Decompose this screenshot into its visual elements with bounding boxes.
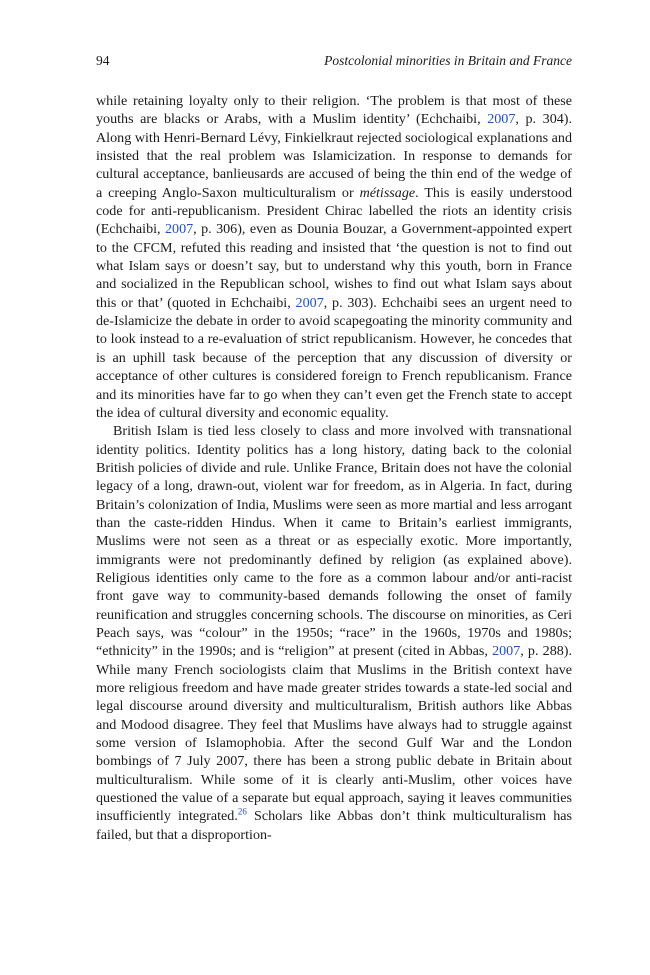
text-run: Scholars like Abbas don’t think multiculturalism has failed, but that a disproportion- — [96, 808, 572, 843]
text-run: while retaining loyalty only to their religion. ‘The problem is that most of these youths are blacks or Arabs, with a Muslim identity’ (Echchaibi, — [96, 93, 572, 128]
citation-link[interactable]: 2007 — [295, 294, 324, 311]
paragraph-1 — [96, 92, 572, 422]
text-run: , p. 288). While many French sociologists claim that Muslims in the British context have more religious freedom and have made greater strides towards a state-led social and legal discourse around diversity and multiculturalism, British authors like Abbas and Modood disagree. They feel that Muslims have always had to struggle against some version of Islamophobia. After the second Gulf War and the London bombings of 7 July 2007, there has been a strong public debate in Britain about multiculturalism. While some of it is clearly anti-Muslim, other voices have questioned the value of a separate but equal approach, saying it leaves communities insufficiently integrated. — [96, 643, 573, 825]
italic-term: métissage — [359, 184, 416, 201]
paragraph-2 — [96, 422, 572, 844]
footnote-marker[interactable]: 26 — [237, 806, 247, 817]
text-run: , p. 306), even as Dounia Bouzar, a Government-appointed expert to the CFCM, refuted this reading and insisted that ‘the question is not to find out what Islam says or doesn’t say, but to understand why this youth, born in France and socialized in the Republican school, wishes to find out what Islam says about this or that’ (quoted in Echchaibi, — [96, 221, 573, 311]
text-run: , p. 303). Echchaibi sees an urgent need to de-Islamicize the debate in order to avoid scapegoating the minority community and to look instead to a re-evaluation of strict republicanism. However, he concedes that is an uphill task because of the perception that any discussion of diversity or acceptance of other cultures is considered foreign to French republicanism. France and its minorities have far to go when they can’t even get the French state to accept the idea of cultural diversity and economic equality. — [96, 294, 572, 421]
citation-link[interactable]: 2007 — [492, 643, 521, 660]
text-run: British Islam is tied less closely to class and more involved with transnational identity politics. Identity politics has a long history, dating back to the colonial British policies of divide and rule. Unlike France, Britain does not have the colonial legacy of a long, drawn-out, violent war for freedom, as in Algeria. In fact, during Britain’s colonization of India, Muslims were seen as more martial and less arrogant than the caste-ridden Hindus. When it came to Britain’s earliest immigrants, Muslims were not seen as a threat or as especially exotic. More importantly, immigrants were not predominantly defined by religion (as explained above). Religious identities only came to the fore as a common labour and/or anti-racist front gave way to community-based demands following the onset of family reunification and struggles concerning schools. The discourse on minorities, as Ceri Peach says, was “colour” in the 1950s; “race” in the 1960s, 1970s and 1980s; “ethnicity” in the 1990s; and is “religion” at present (cited in Abbas, — [96, 423, 572, 660]
page-number: 94 — [96, 53, 110, 68]
text-run: . This is easily understood code for anti-republicanism. President Chirac labelled the riots an identity crisis (Echchaibi, — [96, 184, 572, 238]
book-page — [96, 52, 572, 844]
citation-link[interactable]: 2007 — [164, 221, 194, 238]
running-header — [96, 52, 572, 70]
text-run: , p. 304). Along with Henri-Bernard Lévy, Finkielkraut rejected sociological explanations and insisted that the real problem was Islamicization. In response to demands for cultural acceptance, banlieusards are accused of being the thin end of the wedge of a creeping Anglo-Saxon multiculturalism or — [96, 111, 573, 201]
running-title: Postcolonial minorities in Britain and France — [324, 53, 572, 68]
citation-link[interactable]: 2007 — [487, 111, 516, 128]
